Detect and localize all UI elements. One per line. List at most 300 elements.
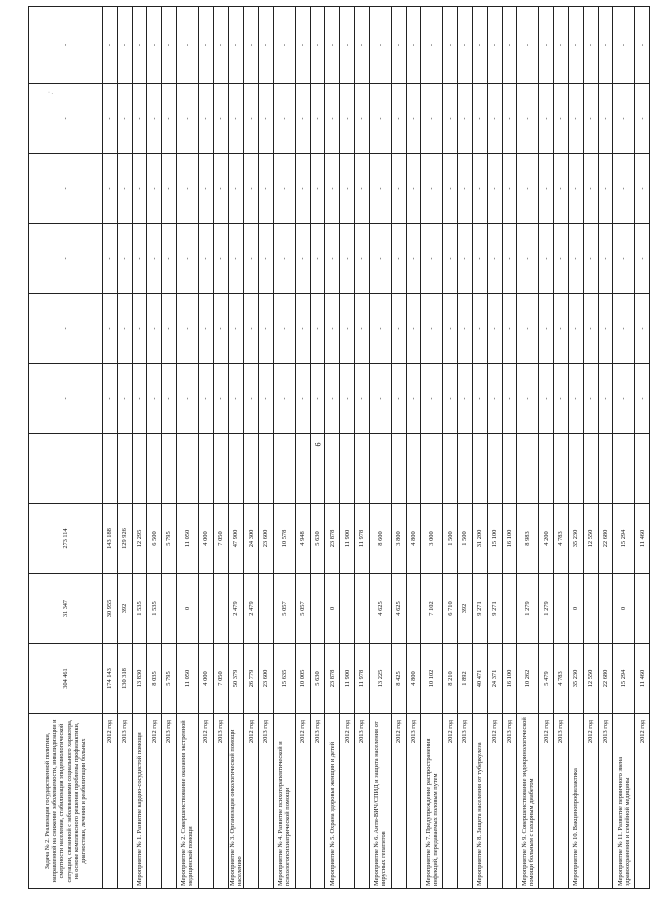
dash-cell: - (295, 364, 310, 434)
dash-cell: - (517, 224, 539, 294)
empty-cell (325, 434, 340, 504)
dash-cell: - (176, 224, 198, 294)
measure-row (613, 7, 635, 889)
value-federal: 0 (569, 574, 584, 644)
dash-cell: - (325, 154, 340, 224)
dash-cell: - (421, 154, 443, 224)
dash-cell: - (117, 364, 132, 434)
dash-cell: - (517, 7, 539, 84)
dash-cell: - (310, 7, 325, 84)
measure-row (473, 7, 488, 889)
dash-cell: - (259, 364, 274, 434)
dash-cell: - (355, 84, 370, 154)
dash-cell: - (487, 224, 502, 294)
task-row (29, 7, 103, 889)
dash-cell: - (569, 154, 584, 224)
dash-cell: - (539, 294, 554, 364)
dash-cell: - (244, 364, 259, 434)
value-federal: 6 710 (443, 574, 458, 644)
dash-cell: - (310, 154, 325, 224)
year-row (340, 7, 355, 889)
task-name: Задача № 2. Реализация государственной политики, направленной на снижение заболеваемости, инвалидизации и смертности населения, стабилизация эпидемиологической ситуации, связанной с заболеваниями социального характера, на основе комплексного решения проблемы профилактики, диагностики, лечения и реабилитации больных (29, 714, 103, 889)
value-regional: 1 500 (458, 504, 473, 574)
measure-row (569, 7, 584, 889)
empty-cell (213, 434, 228, 504)
dash-cell: - (369, 294, 391, 364)
dash-cell: - (228, 364, 244, 434)
empty-cell (29, 434, 103, 504)
dash-cell: - (502, 294, 517, 364)
dash-cell: - (369, 224, 391, 294)
dash-cell: - (198, 84, 213, 154)
year-row (598, 7, 613, 889)
dash-cell: - (487, 84, 502, 154)
dash-cell: - (198, 154, 213, 224)
year-row (103, 7, 118, 889)
value-federal: 0 (325, 574, 340, 644)
empty-cell (598, 434, 613, 504)
value-total: 15 294 (613, 644, 635, 714)
dash-cell: - (147, 154, 162, 224)
empty-cell (259, 434, 274, 504)
dash-cell: - (554, 364, 569, 434)
dash-cell: - (443, 84, 458, 154)
task-value-federal: 31 347 (29, 574, 103, 644)
dash-cell: - (213, 224, 228, 294)
year-label: 2013 год (406, 714, 421, 889)
dash-cell: - (613, 84, 635, 154)
dash-cell: - (103, 84, 118, 154)
value-regional: 8 600 (369, 504, 391, 574)
dash-cell: - (162, 84, 177, 154)
empty-cell (244, 434, 259, 504)
value-federal: 9 271 (473, 574, 488, 644)
dash-cell: - (117, 84, 132, 154)
dash-cell: - (583, 84, 598, 154)
measure-row (228, 7, 244, 889)
value-federal (198, 574, 213, 644)
value-federal (598, 574, 613, 644)
dash-cell: - (213, 154, 228, 224)
value-total: 4 800 (406, 644, 421, 714)
dash-cell: - (502, 364, 517, 434)
measure-name: Мероприятие № 9. Совершенствование эндокринологической помощи больным с сахарным диабетом (517, 714, 539, 889)
dash-cell: - (406, 364, 421, 434)
empty-cell (502, 434, 517, 504)
dash-cell: - (295, 224, 310, 294)
value-regional: 5 795 (162, 504, 177, 574)
dash-cell: - (473, 7, 488, 84)
value-regional: 3 000 (421, 504, 443, 574)
value-total: 22 680 (598, 644, 613, 714)
value-total: 8 425 (391, 644, 406, 714)
dash-cell: - (369, 84, 391, 154)
dash-cell: - (583, 154, 598, 224)
year-label: 2013 год (554, 714, 569, 889)
dash-cell: - (635, 364, 650, 434)
empty-cell (147, 434, 162, 504)
year-label: 2012 год (198, 714, 213, 889)
dash-cell: - (421, 294, 443, 364)
value-regional: 24 300 (244, 504, 259, 574)
dash-cell: - (421, 84, 443, 154)
value-total: 5 630 (310, 644, 325, 714)
value-federal (259, 574, 274, 644)
measure-row (132, 7, 147, 889)
dash-cell: - (132, 154, 147, 224)
measure-name: Мероприятие № 10. Вакцинопрофилактика (569, 714, 584, 889)
dash-cell: - (29, 84, 103, 154)
dash-cell: - (458, 294, 473, 364)
dash-cell: - (162, 7, 177, 84)
year-label: 2013 год (213, 714, 228, 889)
year-label: 2012 год (244, 714, 259, 889)
dash-cell: - (259, 294, 274, 364)
dash-cell: - (635, 294, 650, 364)
empty-cell (635, 434, 650, 504)
year-row (147, 7, 162, 889)
year-label: 2012 год (391, 714, 406, 889)
value-federal: 5 057 (273, 574, 295, 644)
dash-cell: - (391, 224, 406, 294)
value-regional: 23 600 (259, 504, 274, 574)
dash-cell: - (502, 84, 517, 154)
dash-cell: - (583, 7, 598, 84)
dash-cell: - (228, 84, 244, 154)
dash-cell: - (369, 154, 391, 224)
dash-cell: - (406, 84, 421, 154)
dash-cell: - (391, 154, 406, 224)
dash-cell: - (487, 7, 502, 84)
dash-cell: - (244, 7, 259, 84)
year-row (259, 7, 274, 889)
dash-cell: - (369, 364, 391, 434)
page-number: 6 (313, 442, 323, 447)
dash-cell: - (162, 294, 177, 364)
dash-cell: - (244, 84, 259, 154)
dash-cell: - (473, 364, 488, 434)
dash-cell: - (569, 224, 584, 294)
dash-cell: - (554, 294, 569, 364)
dash-cell: - (273, 7, 295, 84)
value-total: 4 000 (198, 644, 213, 714)
value-regional: 22 680 (598, 504, 613, 574)
measure-row (517, 7, 539, 889)
value-regional: 4 000 (198, 504, 213, 574)
dash-cell: - (635, 154, 650, 224)
value-total: 4 783 (554, 644, 569, 714)
dash-cell: - (162, 154, 177, 224)
measure-name: Мероприятие № 2. Совершенствование оказания экстренной медицинской помощи (176, 714, 198, 889)
dash-cell: - (391, 364, 406, 434)
value-regional: 4 948 (295, 504, 310, 574)
dash-cell: - (355, 7, 370, 84)
year-label: 2013 год (259, 714, 274, 889)
value-regional: 8 983 (517, 504, 539, 574)
value-total: 13 225 (369, 644, 391, 714)
dash-cell: - (502, 154, 517, 224)
dash-cell: - (539, 364, 554, 434)
dash-cell: - (176, 7, 198, 84)
value-federal (340, 574, 355, 644)
dash-cell: - (176, 294, 198, 364)
measure-row (325, 7, 340, 889)
dash-cell: - (473, 294, 488, 364)
dash-cell: - (325, 7, 340, 84)
dash-cell: - (554, 7, 569, 84)
dash-cell: - (340, 84, 355, 154)
value-total: 24 371 (487, 644, 502, 714)
value-federal: 392 (458, 574, 473, 644)
dash-cell: - (502, 224, 517, 294)
empty-cell (228, 434, 244, 504)
year-label: 2013 год (502, 714, 517, 889)
dash-cell: - (147, 7, 162, 84)
empty-cell (458, 434, 473, 504)
year-label: 2013 год (117, 714, 132, 889)
dash-cell: - (29, 7, 103, 84)
dash-cell: - (117, 154, 132, 224)
dash-cell: - (443, 154, 458, 224)
year-label: 2012 год (103, 714, 118, 889)
dash-cell: - (259, 154, 274, 224)
year-label: 2013 год (310, 714, 325, 889)
year-row (635, 7, 650, 889)
empty-cell (103, 434, 118, 504)
dash-cell: - (228, 7, 244, 84)
dash-cell: - (635, 7, 650, 84)
dash-cell: - (598, 84, 613, 154)
dash-cell: - (487, 294, 502, 364)
dash-cell: - (443, 7, 458, 84)
year-label: 2013 год (458, 714, 473, 889)
value-total: 26 779 (244, 644, 259, 714)
dash-cell: - (406, 154, 421, 224)
dash-cell: - (273, 154, 295, 224)
value-regional: 4 783 (554, 504, 569, 574)
dash-cell: - (244, 154, 259, 224)
value-federal: 1 279 (517, 574, 539, 644)
year-label: 2013 год (598, 714, 613, 889)
dash-cell: - (569, 7, 584, 84)
dash-cell: - (569, 364, 584, 434)
value-federal: 1 535 (147, 574, 162, 644)
dash-cell: - (103, 294, 118, 364)
dash-cell: - (273, 224, 295, 294)
dash-cell: - (29, 224, 103, 294)
year-label: 2012 год (539, 714, 554, 889)
measure-row (176, 7, 198, 889)
value-federal: 4 625 (369, 574, 391, 644)
value-federal (162, 574, 177, 644)
value-regional: 15 100 (487, 504, 502, 574)
dash-cell: - (273, 294, 295, 364)
dash-cell: - (583, 364, 598, 434)
dash-cell: - (635, 224, 650, 294)
value-federal (310, 574, 325, 644)
dash-cell: - (458, 154, 473, 224)
empty-cell (391, 434, 406, 504)
empty-cell (355, 434, 370, 504)
dash-cell: - (103, 224, 118, 294)
measure-name: Мероприятие № 11. Развитие первичного звена здравоохранения и семейной медицины (613, 714, 635, 889)
value-federal: 2 479 (228, 574, 244, 644)
empty-cell (554, 434, 569, 504)
dash-cell: - (458, 84, 473, 154)
empty-cell (517, 434, 539, 504)
year-label: 2012 год (443, 714, 458, 889)
year-row (458, 7, 473, 889)
measure-name: Мероприятие № 7. Предупреждение распространения инфекций, передаваемых половым путем (421, 714, 443, 889)
dash-cell: - (259, 224, 274, 294)
value-total: 5 479 (539, 644, 554, 714)
financing-table (28, 6, 650, 889)
dash-cell: - (29, 154, 103, 224)
dash-cell: - (147, 294, 162, 364)
empty-cell (613, 434, 635, 504)
value-federal: 9 271 (487, 574, 502, 644)
dash-cell: - (213, 7, 228, 84)
value-total: 16 100 (502, 644, 517, 714)
dash-cell: - (340, 294, 355, 364)
dash-cell: - (554, 154, 569, 224)
dash-cell: - (406, 7, 421, 84)
dash-cell: - (325, 294, 340, 364)
value-regional: 1 500 (443, 504, 458, 574)
year-row (355, 7, 370, 889)
dash-cell: - (132, 224, 147, 294)
dash-cell: - (132, 84, 147, 154)
empty-cell (340, 434, 355, 504)
dash-cell: - (132, 7, 147, 84)
dash-cell: - (391, 294, 406, 364)
dash-cell: - (613, 7, 635, 84)
value-total: 10 005 (295, 644, 310, 714)
year-label: 2012 год (340, 714, 355, 889)
rotated-financing-table (28, 27, 646, 889)
value-total: 11 460 (635, 644, 650, 714)
dash-cell: - (29, 364, 103, 434)
dash-cell: - (117, 7, 132, 84)
dash-cell: - (273, 84, 295, 154)
value-total: 11 978 (355, 644, 370, 714)
dash-cell: - (487, 364, 502, 434)
dash-cell: - (244, 224, 259, 294)
empty-cell (273, 434, 295, 504)
value-total: 50 379 (228, 644, 244, 714)
dash-cell: - (340, 364, 355, 434)
empty-cell (487, 434, 502, 504)
dash-cell: - (355, 364, 370, 434)
value-total: 11 050 (176, 644, 198, 714)
value-total: 130 318 (117, 644, 132, 714)
dash-cell: - (613, 364, 635, 434)
empty-cell (198, 434, 213, 504)
value-total: 35 230 (569, 644, 584, 714)
dash-cell: - (583, 294, 598, 364)
value-federal (635, 574, 650, 644)
dash-cell: - (502, 7, 517, 84)
value-total: 8 210 (443, 644, 458, 714)
dash-cell: - (310, 364, 325, 434)
dash-cell: - (569, 294, 584, 364)
year-row (391, 7, 406, 889)
value-total: 13 830 (132, 644, 147, 714)
year-row (213, 7, 228, 889)
empty-cell (583, 434, 598, 504)
value-total: 1 892 (458, 644, 473, 714)
dash-cell: - (132, 294, 147, 364)
value-federal (554, 574, 569, 644)
dash-cell: - (443, 294, 458, 364)
value-total: 8 035 (147, 644, 162, 714)
value-total: 5 795 (162, 644, 177, 714)
year-row (406, 7, 421, 889)
dash-cell: - (162, 224, 177, 294)
dash-cell: - (117, 294, 132, 364)
empty-cell (473, 434, 488, 504)
value-regional: 7 050 (213, 504, 228, 574)
value-total: 23 878 (325, 644, 340, 714)
dash-cell: - (391, 7, 406, 84)
value-regional: 11 978 (355, 504, 370, 574)
dash-cell: - (176, 154, 198, 224)
dash-cell: - (228, 224, 244, 294)
value-total: 7 050 (213, 644, 228, 714)
dash-cell: - (369, 7, 391, 84)
year-row (162, 7, 177, 889)
dash-cell: - (613, 294, 635, 364)
dash-cell: - (569, 84, 584, 154)
value-federal: 1 535 (132, 574, 147, 644)
value-regional: 31 200 (473, 504, 488, 574)
measure-name: Мероприятие № 5. Охрана здоровья женщин и детей (325, 714, 340, 889)
dash-cell: - (598, 154, 613, 224)
value-regional: 35 230 (569, 504, 584, 574)
year-row (583, 7, 598, 889)
year-row (487, 7, 502, 889)
measure-row (369, 7, 391, 889)
dash-cell: - (554, 224, 569, 294)
dash-cell: - (635, 84, 650, 154)
dash-cell: - (147, 224, 162, 294)
value-regional: 11 050 (176, 504, 198, 574)
dash-cell: - (598, 224, 613, 294)
dash-cell: - (198, 364, 213, 434)
value-regional: 6 500 (147, 504, 162, 574)
dash-cell: - (340, 7, 355, 84)
value-total: 40 471 (473, 644, 488, 714)
value-regional: 10 578 (273, 504, 295, 574)
value-federal: 1 279 (539, 574, 554, 644)
value-federal: 0 (176, 574, 198, 644)
year-label: 2013 год (355, 714, 370, 889)
year-row (539, 7, 554, 889)
year-row (295, 7, 310, 889)
dash-cell: - (539, 84, 554, 154)
dash-cell: - (244, 294, 259, 364)
dash-cell: - (613, 224, 635, 294)
measure-name: Мероприятие № 1. Развитие кардио-сосудистой помощи (132, 714, 147, 889)
dash-cell: - (295, 84, 310, 154)
value-federal (406, 574, 421, 644)
dash-cell: - (273, 364, 295, 434)
empty-cell (406, 434, 421, 504)
value-federal: 0 (613, 574, 635, 644)
value-federal: 4 625 (391, 574, 406, 644)
dash-cell: - (29, 294, 103, 364)
dash-cell: - (406, 224, 421, 294)
